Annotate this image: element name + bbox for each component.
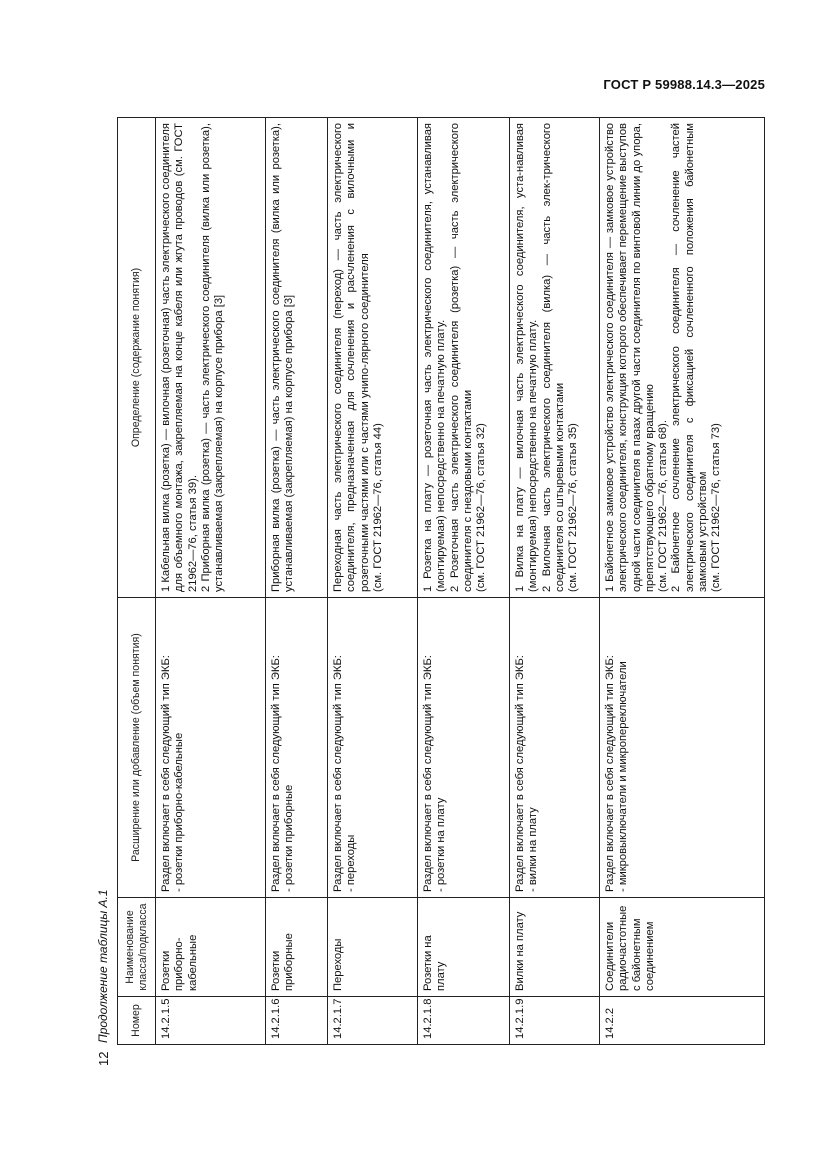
row-extension: [328, 598, 418, 898]
table-row: [328, 118, 418, 1045]
row-extension: [510, 598, 600, 898]
col-header-name: Наименование класса/подкласса: [118, 898, 156, 997]
row-definition: [510, 118, 600, 598]
row-definition: [418, 118, 510, 598]
row-extension: [156, 598, 266, 898]
definition-line: 2 Розеточная часть электрического соединителя (розетка) — часть электрического соединителя с гнездовыми контактами: [448, 123, 474, 592]
row-definition: [156, 118, 266, 598]
row-number: 14.2.1.9: [510, 997, 600, 1045]
extension-line: Раздел включает в себя следующий тип ЭКБ:: [604, 655, 616, 892]
table-row: [600, 118, 765, 1045]
extension-line: - розетки приборные: [283, 784, 296, 892]
rotated-table-wrapper: [117, 118, 765, 1045]
definition-line: (см. ГОСТ 21962—76, статья 73): [710, 423, 723, 592]
row-class-name: Переходы: [328, 898, 418, 997]
table-caption: Продолжение таблицы А.1: [96, 889, 110, 1043]
definition-line: (см. ГОСТ 21962—76, статья 32): [475, 423, 488, 592]
extension-line: - вилки на плату: [527, 807, 540, 892]
definition-line: 2 Приборная вилка (розетка) — часть электрического соединителя (вилка или розетка), устанавливаемая (закрепляемая) на корпусе прибора [3]: [199, 123, 226, 592]
definition-line: Приборная вилка (розетка) — часть электрического соединителя (вилка или розетка), устанавливаемая (закрепляемая) на корпусе прибора [3]: [270, 123, 296, 592]
definition-line: (см. ГОСТ 21962—76, статья 68).: [657, 420, 670, 592]
row-number: 14.2.1.6: [266, 997, 328, 1045]
definition-line: 1 Розетка на плату — розеточная часть электрического соединителя, устанавливая (монтируемая) непосредственно на печатную плату.: [422, 123, 448, 592]
table-row: [156, 118, 266, 1045]
extension-line: Раздел включает в себя следующий тип ЭКБ:: [332, 655, 344, 892]
definition-line: (см. ГОСТ 21962—76, статья 35): [567, 423, 580, 592]
row-number: 14.2.1.5: [156, 997, 266, 1045]
table-row: [418, 118, 510, 1045]
extension-line: - розетки приборно-кабельные: [173, 732, 186, 892]
definition-line: 1 Вилка на плату — вилочная часть электрического соединителя, уста-навливая (монтируемая) непосредственно на печатную плату.: [514, 123, 540, 592]
definition-line: 2 Вилочная часть электрического соединителя (вилка) — часть элек-трического соединителя со штыревыми контактами: [540, 123, 566, 592]
row-extension: [418, 598, 510, 898]
table-header-row: [118, 118, 156, 1045]
definition-line: 2 Байонетное сочленение электрического соединителя — сочленение частей электрического соединителя с фиксацией сочлененного положения байонетным замковым устройством: [670, 123, 710, 592]
extension-line: Раздел включает в себя следующий тип ЭКБ:: [514, 655, 526, 892]
col-header-definition: Определение (содержание понятия): [118, 118, 156, 598]
row-class-name: Розетки приборно-кабельные: [156, 898, 266, 997]
col-header-extension: Расширение или добавление (объем понятия): [118, 598, 156, 898]
page-number: 12: [96, 1051, 111, 1066]
definition-line: (см. ГОСТ 21962—76, статья 44): [371, 423, 384, 592]
row-class-name: Соединители радиочастотные с байонетным соединением: [600, 898, 765, 997]
definition-line: 1 Кабельная вилка (розетка) — вилочная (розеточная) часть электрического соединителя для объемного монтажа, закрепляемая на конце кабеля или жгута проводов (см. ГОСТ 21962—76, статья 39).: [160, 123, 199, 592]
col-header-number: Номер: [118, 997, 156, 1045]
row-number: 14.2.1.8: [418, 997, 510, 1045]
table-row: [266, 118, 328, 1045]
row-class-name: Розетки приборные: [266, 898, 328, 997]
extension-line: Раздел включает в себя следующий тип ЭКБ:: [270, 655, 282, 892]
definitions-table: [117, 117, 765, 1045]
row-extension: [600, 598, 765, 898]
extension-line: - розетки на плату: [435, 797, 448, 892]
row-number: 14.2.2: [600, 997, 765, 1045]
standard-designation: ГОСТ Р 59988.14.3—2025: [603, 77, 765, 92]
definition-line: Переходная часть электрического соединителя (переход) — часть электрического соединителя, предназначенная для сочленения и расчленения с вилочными и розеточными частями или с частями унипо-лярного соединителя: [332, 123, 371, 592]
extension-line: - переходы: [345, 834, 358, 892]
extension-line: Раздел включает в себя следующий тип ЭКБ:: [422, 655, 434, 892]
row-definition: [600, 118, 765, 598]
extension-line: - микровыключатели и микропереключатели: [617, 661, 630, 892]
definition-line: 1 Байонетное замковое устройство электрического соединителя — замковое устройство электрического соединителя, конструкция которого обеспечивает перемещение выступов одной части соединителя в пазах другой части соединителя по винтовой линии до упора, препятствующего обратному вращению: [604, 123, 656, 592]
table-row: [510, 118, 600, 1045]
row-class-name: Вилки на плату: [510, 898, 600, 997]
row-number: 14.2.1.7: [328, 997, 418, 1045]
row-definition: [266, 118, 328, 598]
extension-line: Раздел включает в себя следующий тип ЭКБ:: [160, 655, 172, 892]
row-extension: [266, 598, 328, 898]
row-definition: [328, 118, 418, 598]
row-class-name: Розетки на плату: [418, 898, 510, 997]
